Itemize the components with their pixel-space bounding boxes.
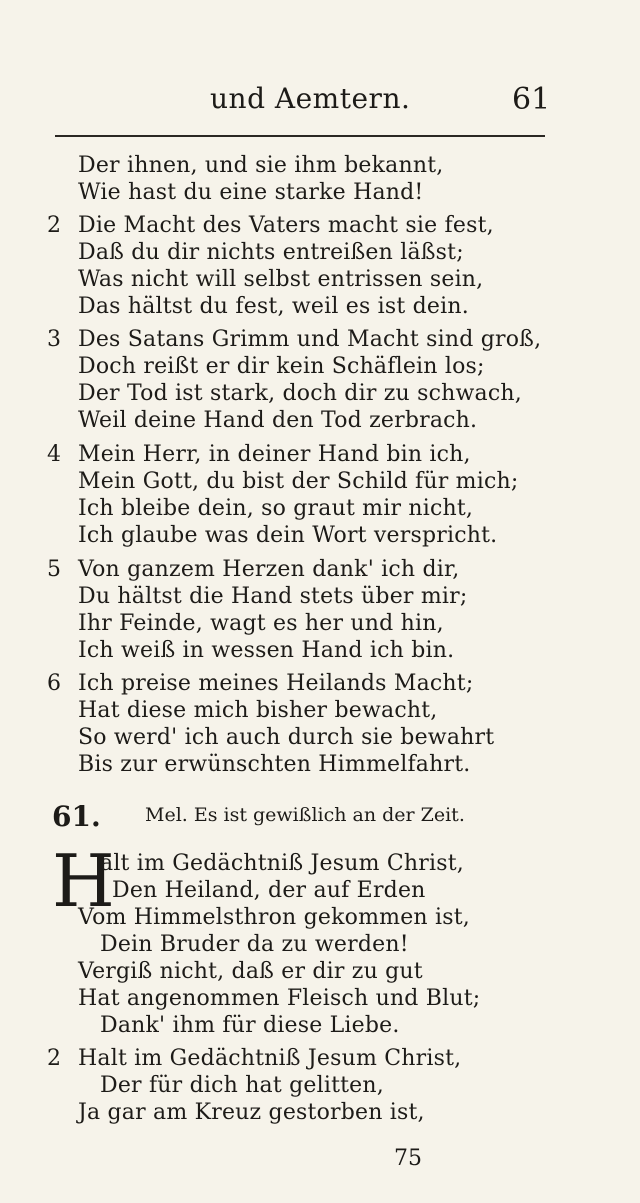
verse-line: Hat diese mich bisher bewacht, — [78, 698, 438, 723]
stanza-number: 5 — [47, 557, 61, 582]
verse-line: Du hältst die Hand stets über mir; — [78, 584, 468, 609]
stanza-number: 2 — [47, 213, 61, 238]
verse-line: Der ihnen, und sie ihm bekannt, — [78, 153, 444, 178]
melody-note: Mel. Es ist gewißlich an der Zeit. — [145, 804, 465, 826]
verse-line: Von ganzem Herzen dank' ich dir, — [78, 557, 460, 582]
stanza-number: 4 — [47, 442, 61, 467]
verse-line: Wie hast du eine starke Hand! — [78, 180, 424, 205]
running-head — [0, 82, 640, 122]
verse-line: Vom Himmelsthron gekommen ist, — [78, 905, 470, 930]
verse-line: Ihr Feinde, wagt es her und hin, — [78, 611, 444, 636]
running-title: und Aemtern. — [210, 82, 411, 115]
verse-line: Mein Gott, du bist der Schild für mich; — [78, 469, 519, 494]
stanza-number: 3 — [47, 327, 61, 352]
verse-line: Des Satans Grimm und Macht sind groß, — [78, 327, 542, 352]
verse-line: Die Macht des Vaters macht sie fest, — [78, 213, 494, 238]
verse-line: Bis zur erwünschten Himmelfahrt. — [78, 752, 471, 777]
verse-line: So werd' ich auch durch sie bewahrt — [78, 725, 495, 750]
verse-line: Dein Bruder da zu werden! — [100, 932, 409, 957]
verse-line: Ich glaube was dein Wort verspricht. — [78, 523, 498, 548]
drop-cap: H — [52, 839, 115, 923]
header-rule — [55, 135, 545, 137]
stanza-number: 2 — [47, 1046, 61, 1071]
verse-line: Ich weiß in wessen Hand ich bin. — [78, 638, 455, 663]
verse-line: alt im Gedächtniß Jesum Christ, — [100, 851, 464, 876]
verse-line: Das hältst du fest, weil es ist dein. — [78, 294, 469, 319]
page-number: 61 — [512, 82, 551, 117]
verse-line: Ich bleibe dein, so graut mir nicht, — [78, 496, 474, 521]
verse-line: Der Tod ist stark, doch dir zu schwach, — [78, 381, 522, 406]
verse-line: Ich preise meines Heilands Macht; — [78, 671, 474, 696]
verse-line: Dank' ihm für diese Liebe. — [100, 1013, 400, 1038]
verse-line: Was nicht will selbst entrissen sein, — [78, 267, 484, 292]
stanza-number: 6 — [47, 671, 61, 696]
verse-line: Weil deine Hand den Tod zerbrach. — [78, 408, 478, 433]
verse-line: Vergiß nicht, daß er dir zu gut — [78, 959, 423, 984]
verse-line: Doch reißt er dir kein Schäflein los; — [78, 354, 485, 379]
verse-line: Halt im Gedächtniß Jesum Christ, — [78, 1046, 462, 1071]
verse-line: Den Heiland, der auf Erden — [112, 878, 426, 903]
verse-line: Daß du dir nichts entreißen läßst; — [78, 240, 464, 265]
hymn-heading — [0, 800, 640, 840]
signature-mark: 75 — [394, 1146, 422, 1171]
verse-line: Hat angenommen Fleisch und Blut; — [78, 986, 481, 1011]
verse-line: Der für dich hat gelitten, — [100, 1073, 384, 1098]
verse-line: Ja gar am Kreuz gestorben ist, — [78, 1100, 425, 1125]
verse-line: Mein Herr, in deiner Hand bin ich, — [78, 442, 471, 467]
hymn-number: 61. — [52, 800, 101, 833]
